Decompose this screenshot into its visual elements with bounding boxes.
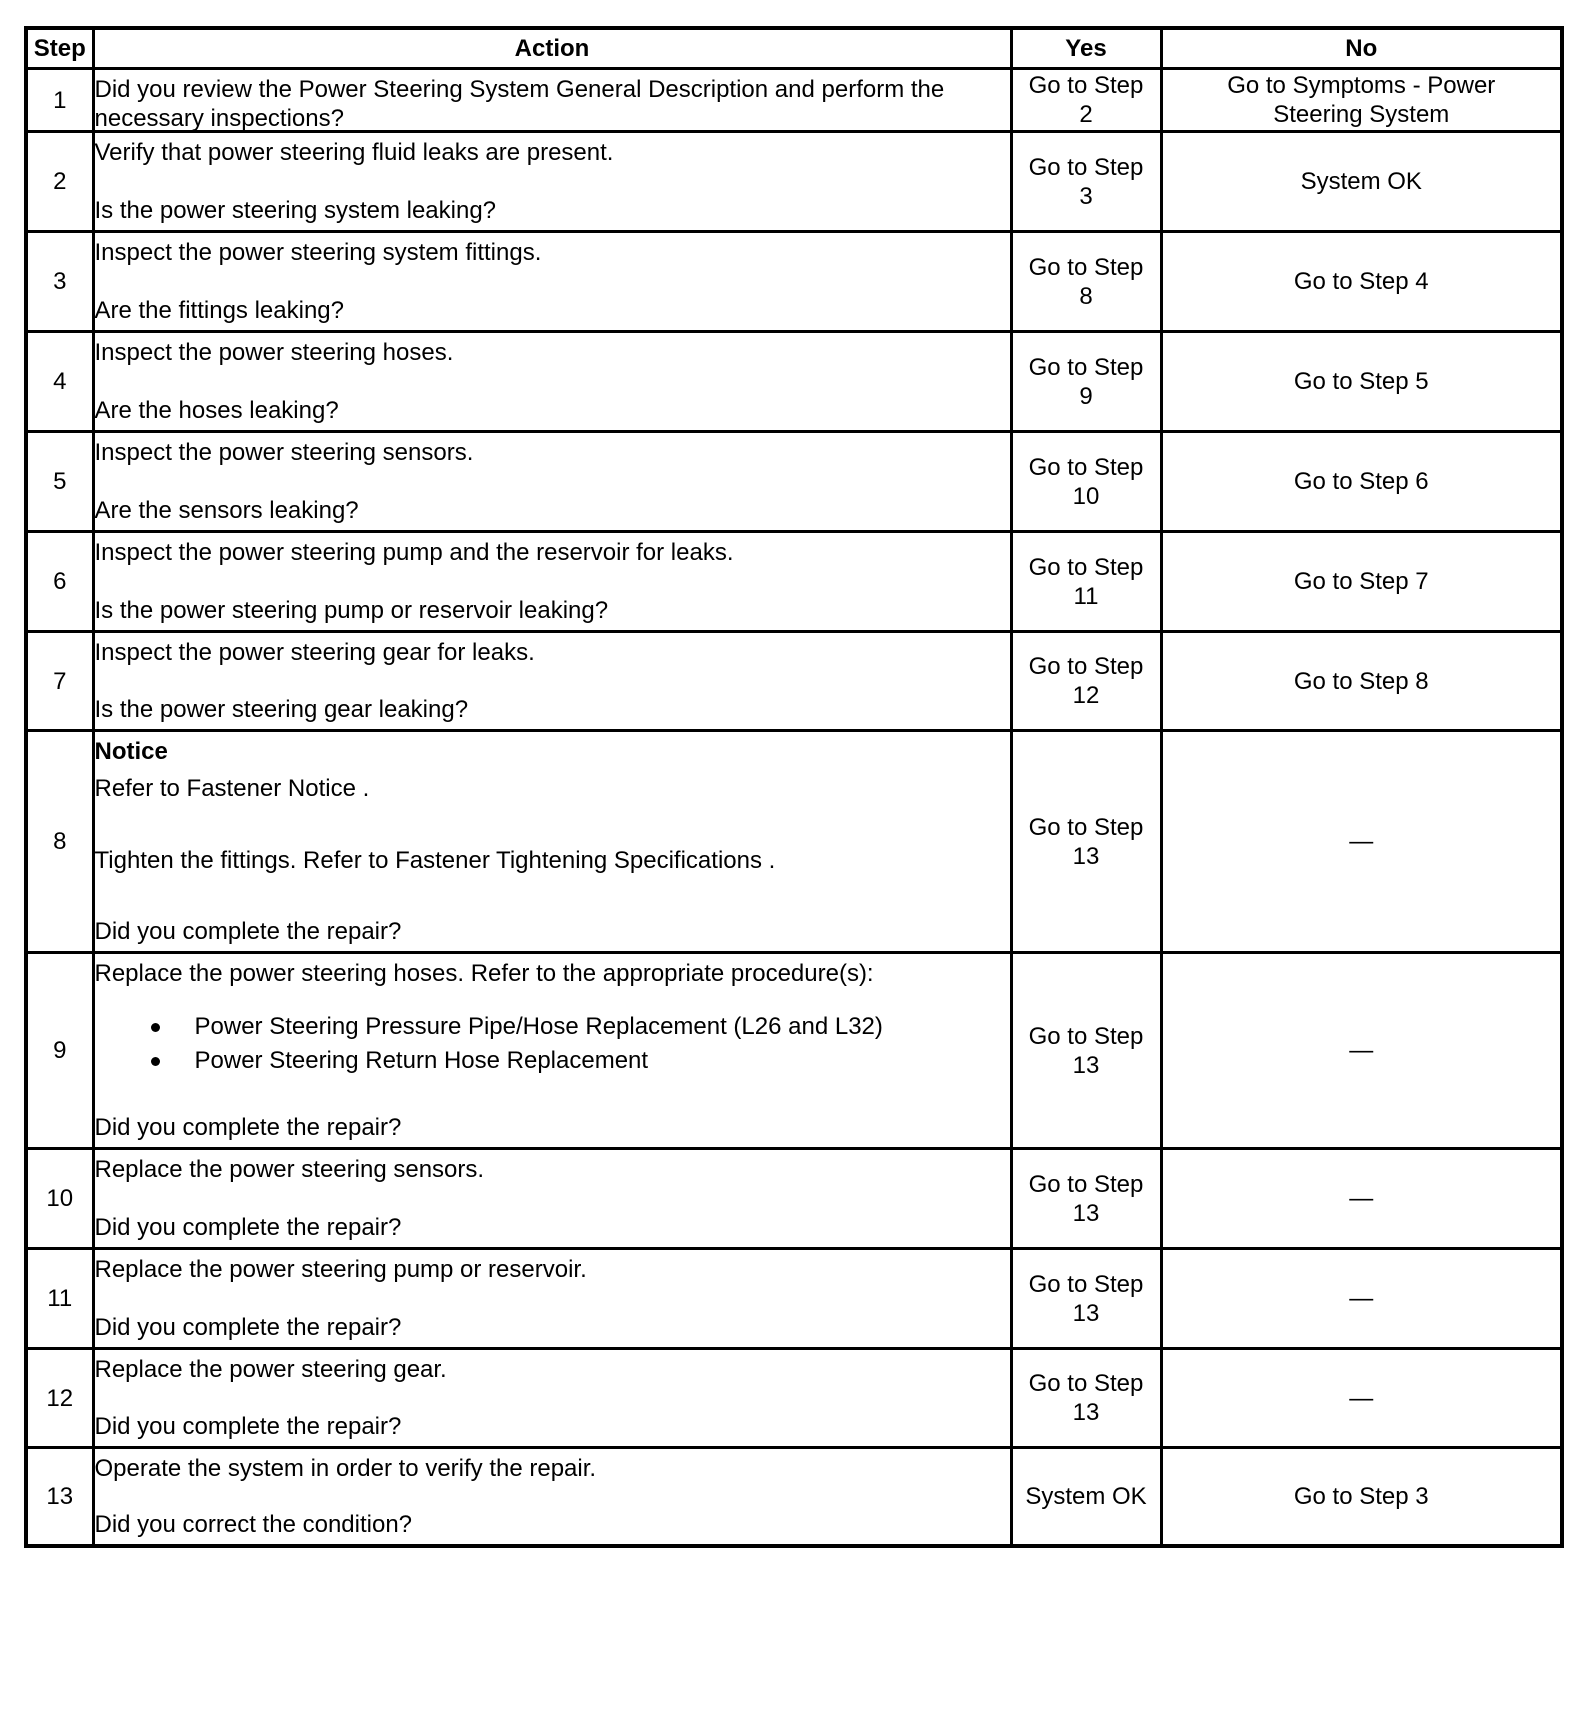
no-cell [1161,132,1562,232]
no-cell [1161,432,1562,532]
yes-result: Go to Step [1028,1170,1144,1198]
action-question: Did you complete the repair? [94,1114,402,1141]
table-row [26,132,1562,232]
action-question: Are the sensors leaking? [94,497,359,524]
yes-result: 13 [1072,842,1100,870]
yes-result: 11 [1073,582,1099,610]
procedure-list-item: Power Steering Pressure Pipe/Hose Replacement (L26 and L32) [195,1010,1010,1044]
table-row [26,69,1562,132]
action-cell [93,1149,1011,1249]
no-result: — [1349,1185,1374,1212]
yes-cell [1011,1448,1161,1546]
no-cell [1161,1448,1562,1546]
no-cell [1161,1149,1562,1249]
table-row [26,1448,1562,1546]
yes-cell [1011,632,1161,731]
table-row [26,1349,1562,1448]
step-number: 12 [26,1349,93,1448]
yes-result: 13 [1072,1299,1100,1327]
step-number: 7 [26,632,93,731]
table-body [26,69,1562,1546]
step-number: 9 [26,953,93,1149]
table-row [26,632,1562,731]
no-result: Go to Step 8 [1293,667,1429,695]
action-cell [93,232,1011,332]
action-text: Did you review the Power Steering System General Description and perform the necessary inspections? [94,76,945,132]
yes-cell [1011,1349,1161,1448]
yes-result: Go to Step [1028,1270,1144,1298]
no-result: Go to Step 5 [1293,368,1429,395]
yes-cell [1011,132,1161,232]
step-number: 5 [26,432,93,532]
action-question: Did you complete the repair? [94,1214,402,1241]
procedure-list [95,1010,1010,1078]
step-number: 2 [26,132,93,232]
step-number: 8 [26,731,93,953]
yes-cell [1011,731,1161,953]
yes-result: 8 [1079,282,1093,310]
action-text: Inspect the power steering gear for leaks. [94,639,535,666]
no-cell [1161,953,1562,1149]
yes-result: Go to Step [1028,353,1144,381]
no-result: — [1349,1285,1374,1312]
step-number: 1 [26,69,93,132]
action-text: Inspect the power steering system fittings. [94,239,542,266]
header-action: Action [93,28,1011,69]
yes-result: 13 [1072,1051,1100,1079]
header-row [26,28,1562,69]
action-cell [93,332,1011,432]
yes-result: Go to Step [1028,553,1144,581]
yes-cell [1011,232,1161,332]
no-result: Go to Step 4 [1293,268,1429,295]
action-question: Is the power steering system leaking? [94,197,497,224]
yes-result: Go to Step [1028,1022,1144,1050]
table-row [26,332,1562,432]
action-cell [93,532,1011,632]
yes-result: Go to Step [1028,153,1144,181]
table-row [26,953,1562,1149]
step-number: 3 [26,232,93,332]
yes-result: 12 [1072,682,1100,709]
no-cell [1161,232,1562,332]
no-result: System OK [1300,168,1422,195]
action-cell [93,432,1011,532]
table-row [26,1149,1562,1249]
yes-cell [1011,1249,1161,1349]
yes-result: 10 [1072,482,1100,510]
action-text: Inspect the power steering pump and the reservoir for leaks. [94,539,734,566]
no-result: — [1349,1384,1374,1412]
action-cell [93,1448,1011,1546]
action-text: Replace the power steering sensors. [94,1156,485,1183]
action-question: Did you correct the condition? [94,1510,413,1538]
yes-cell [1011,953,1161,1149]
no-cell [1161,1349,1562,1448]
yes-cell [1011,332,1161,432]
no-result: Go to Step 6 [1293,468,1429,495]
notice-label: Notice [94,738,168,765]
yes-result: 2 [1079,101,1093,128]
no-cell [1161,632,1562,731]
action-text: Inspect the power steering sensors. [94,439,474,466]
step-number: 13 [26,1448,93,1546]
yes-cell [1011,69,1161,132]
no-cell [1161,69,1562,132]
action-question: Did you complete the repair? [94,1413,402,1440]
table-row [26,1249,1562,1349]
yes-result: 13 [1072,1399,1100,1426]
table-row [26,432,1562,532]
yes-result: 13 [1072,1199,1100,1227]
yes-cell [1011,532,1161,632]
no-result: Steering System [1273,101,1450,128]
action-text: Refer to Fastener Notice . [94,775,370,802]
action-cell [93,1349,1011,1448]
step-number: 10 [26,1149,93,1249]
action-text: Verify that power steering fluid leaks are present. [94,139,614,166]
action-cell [93,1249,1011,1349]
action-cell [93,69,1011,132]
no-result: — [1349,828,1374,855]
yes-result: Go to Step [1028,653,1144,680]
table-row [26,232,1562,332]
action-text: Operate the system in order to verify the repair. [94,1454,597,1482]
no-cell [1161,532,1562,632]
yes-result: Go to Step [1028,813,1144,841]
diagnostic-table [24,26,1564,1548]
action-question: Did you complete the repair? [94,1314,402,1341]
header-step: Step [26,28,93,69]
procedure-list-item: Power Steering Return Hose Replacement [195,1044,1010,1078]
action-cell [93,132,1011,232]
action-question: Are the fittings leaking? [94,297,344,324]
action-question: Did you complete the repair? [94,918,402,945]
step-number: 6 [26,532,93,632]
action-cell [93,953,1011,1149]
diagnostic-table-page [24,26,1560,1548]
header-no: No [1161,28,1562,69]
yes-cell [1011,1149,1161,1249]
table-row [26,731,1562,953]
yes-cell [1011,432,1161,532]
no-cell [1161,332,1562,432]
action-cell [93,632,1011,731]
action-text: Tighten the fittings. Refer to Fastener Tightening Specifications . [94,846,776,874]
action-text: Replace the power steering gear. [94,1356,447,1383]
table-row [26,532,1562,632]
yes-result: 3 [1079,182,1093,210]
action-text: Replace the power steering pump or reservoir. [94,1256,587,1283]
step-number: 4 [26,332,93,432]
yes-result: 9 [1079,382,1093,410]
yes-result: Go to Step [1028,253,1144,281]
action-text: Inspect the power steering hoses. [94,339,454,366]
no-result: Go to Symptoms - Power [1227,72,1496,99]
yes-result: System OK [1025,1482,1147,1510]
no-result: — [1349,1037,1374,1064]
step-number: 11 [26,1249,93,1349]
no-cell [1161,731,1562,953]
yes-result: Go to Step [1028,453,1144,481]
yes-result: Go to Step [1028,1370,1144,1397]
action-question: Are the hoses leaking? [94,397,339,424]
action-text: Replace the power steering hoses. Refer to the appropriate procedure(s): [94,960,874,987]
yes-result: Go to Step [1028,72,1144,99]
action-question: Is the power steering gear leaking? [94,696,469,723]
header-yes: Yes [1011,28,1161,69]
no-cell [1161,1249,1562,1349]
action-question: Is the power steering pump or reservoir leaking? [94,597,609,624]
no-result: Go to Step 7 [1293,568,1429,595]
no-result: Go to Step 3 [1293,1482,1429,1510]
action-cell [93,731,1011,953]
